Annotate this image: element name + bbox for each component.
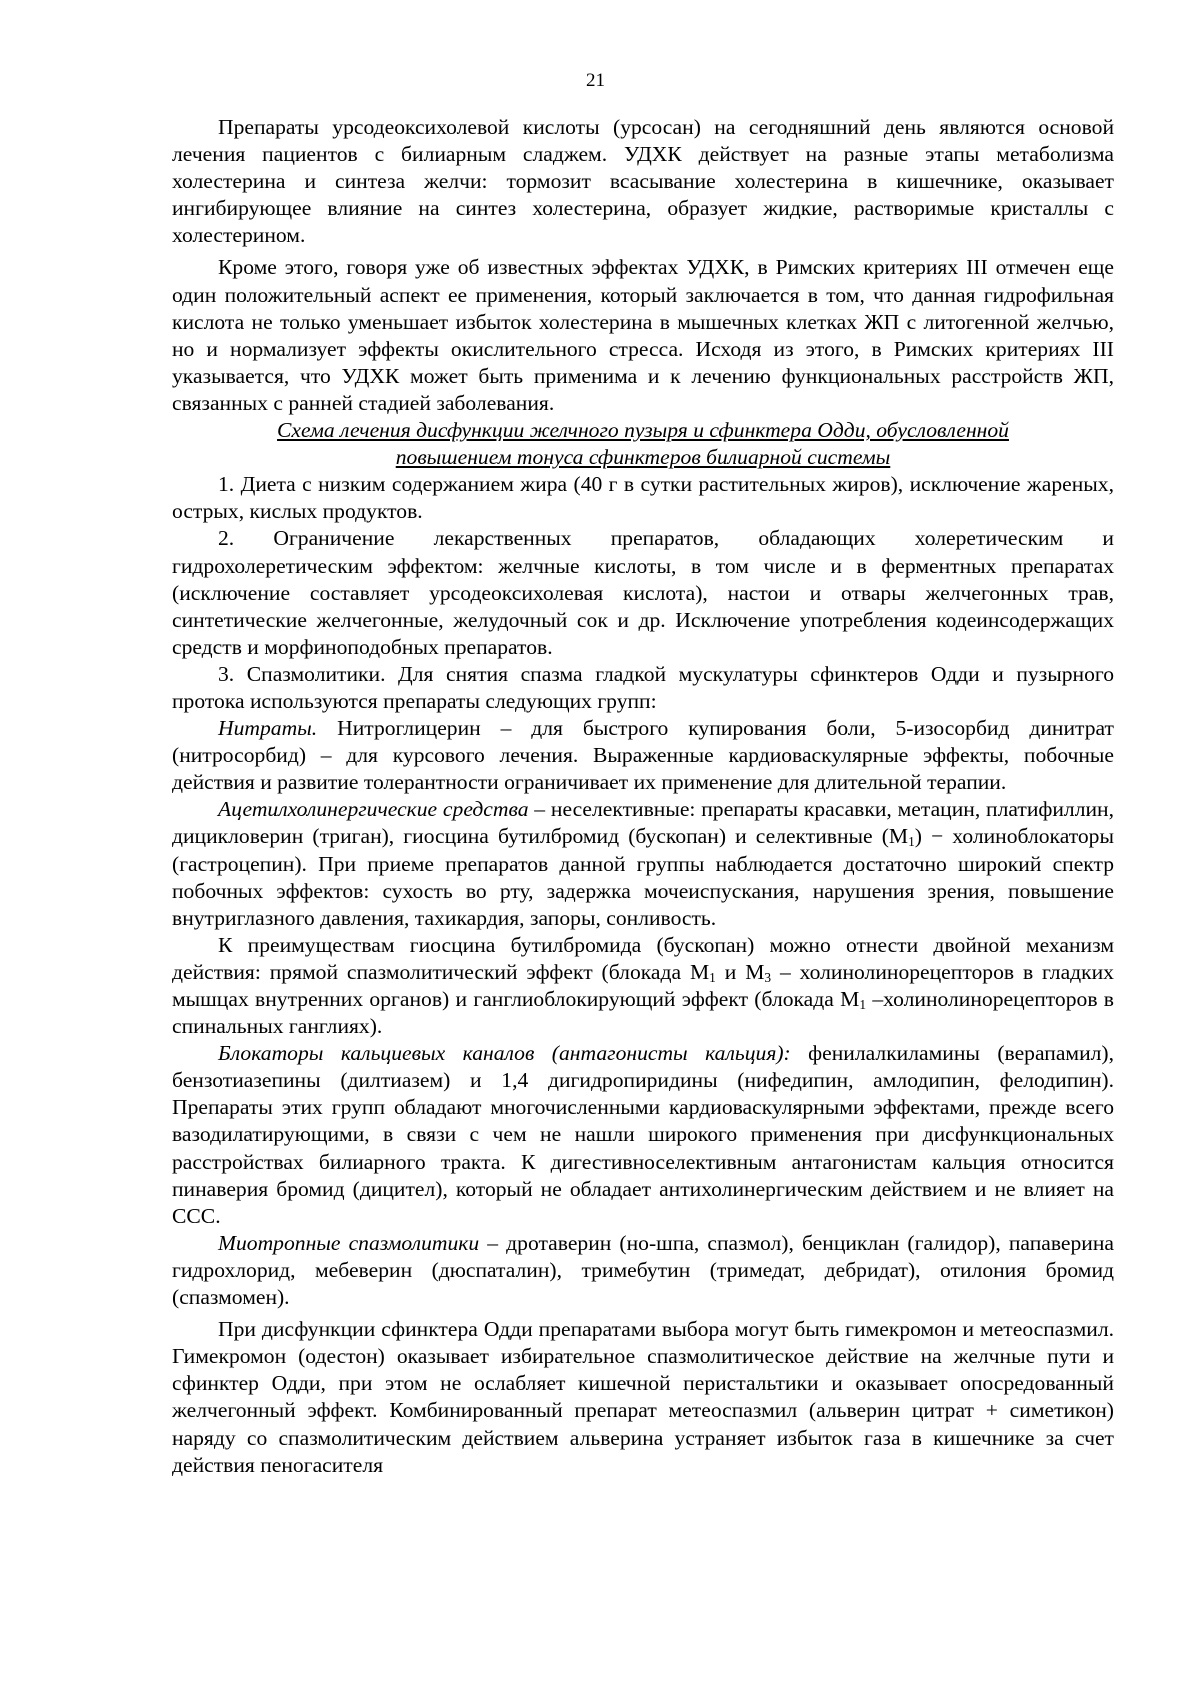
paragraph-ursodeoxycholic-acid: Препараты урсодеоксихолевой кислоты (урсосан) на сегодняшний день являются основой лечения пациентов с билиарным сладжем. УДХК действует на разные этапы метаболизма холестерина и синтеза желчи: тормозит всасывание холестерина в кишечнике, оказывает ингибирующее влияние на синтез холестерина, образует жидкие, растворимые кристаллы с холестерином. [172, 115, 1114, 248]
page-number: 21 [586, 70, 605, 91]
term-calcium-channel-blockers: Блокаторы кальциевых каналов (антагонисты кальция): [218, 1041, 791, 1066]
list-item-diet: 1. Диета с низким содержанием жира (40 г в сутки растительных жиров), исключение жареных, острых, кислых продуктов. [172, 472, 1114, 524]
paragraph-nitrates [172, 715, 1114, 796]
term-acetylcholinergic: Ацетилхолинергические средства [218, 797, 529, 822]
buscopan-text-d: –холинолинорецепторов в спинальных ганглиях). [172, 987, 1115, 1039]
paragraph-myotropic-spasmolytics [172, 1230, 1114, 1311]
paragraph-buscopan [172, 932, 1114, 1040]
myotropic-spasmolytics-text: – дротаверин (но-шпа, спазмол), бенциклан (галидор), папаверина гидрохлорид, мебеверин (дюспаталин), тримебутин (тримедат, дебридат), отилония бромид (спазмомен). [172, 1230, 1114, 1310]
acetylcholinergic-text-a: – неселективные: препараты красавки, метацин, платифиллин, дицикловерин (триган), гиосцина бутилбромид (бускопан) и селективные (М [172, 797, 1114, 849]
subscript: 1 [908, 834, 915, 850]
nitrates-text: Нитроглицерин – для быстрого купирования боли, 5-изосорбид динитрат (нитросорбид) – для курсового лечения. Выраженные кардиоваскулярные эффекты, побочные действия и развитие толерантности ограничивает их применение для длительной терапии. [172, 716, 1114, 795]
paragraph-acetylcholinergic [172, 796, 1114, 931]
paragraph-oddi-dysfunction: При дисфункции сфинктера Одди препаратами выбора могут быть гимекромон и метеоспазмил. Гимекромон (одестон) оказывает избирательное спазмолитическое действие на желчные пути и сфинктер Одди, при этом не ослабляет кишечной перистальтики и оказывает опосредованный желчегонный эффект. Комбинированный препарат метеоспазмил (альверин цитрат + симетикон) наряду со спазмолитическим действием альверина устраняет избыток газа в кишечнике за счет действия пеногасителя [172, 1317, 1114, 1477]
buscopan-text-b: и М [715, 959, 765, 984]
list-item-drug-restriction: 2. Ограничение лекарственных препаратов, обладающих холеретическим и гидрохолеретическим эффектом: желчные кислоты, в том числе и в ферментных препаратах (исключение составляет урсодеоксихолевая кислота), настои и отвары желчегонных трав, синтетические желчегонные, желудочный сок и др. Исключение употребления кодеинсодержащих средств и морфиноподобных препаратов. [172, 526, 1114, 659]
buscopan-text-a: К преимуществам гиосцина бутилбромида (бускопан) можно отнести двойной механизм действия: прямой спазмолитический эффект (блокада М [172, 932, 1114, 984]
subscript: 1 [859, 996, 867, 1012]
buscopan-text-c: – холинолинорецепторов в гладких мышцах внутренних органов) и ганглиоблокирующий эффект (блокада М [172, 959, 1114, 1011]
section-heading-line-2: повышением тонуса сфинктеров билиарной системы [395, 445, 891, 470]
subscript: 3 [764, 969, 772, 985]
section-heading [172, 417, 1114, 471]
term-nitrates: Нитраты. [218, 716, 318, 741]
section-heading-line-1: Схема лечения дисфункции желчного пузыря и сфинктера Одди, обусловленной [277, 418, 1009, 443]
paragraph-rome-criteria: Кроме этого, говоря уже об известных эффектах УДХК, в Римских критериях III отмечен еще один положительный аспект ее применения, который заключается в том, что данная гидрофильная кислота не только уменьшает избыток холестерина в мышечных клетках ЖП с литогенной желчью, но и нормализует эффекты окислительного стресса. Исходя из этого, в Римских критериях III указывается, что УДХК может быть применима и к лечению функциональных расстройств ЖП, связанных с ранней стадией заболевания. [172, 255, 1114, 415]
paragraph-calcium-channel-blockers [172, 1040, 1114, 1230]
calcium-channel-blockers-text: фенилалкиламины (верапамил), бензотиазепины (дилтиазем) и 1,4 дигидропиридины (нифедипин, амлодипин, фелодипин). Препараты этих групп обладают многочисленными кардиоваскулярными эффектами, прежде всего вазодилатирующими, в связи с чем не нашли широкого применения при дисфункциональных расстройствах билиарного тракта. К дигестивноселективным антагонистам кальция относится пинаверия бромид (дицител), который не обладает антихолинергическим действием и не влияет на ССС. [172, 1041, 1114, 1228]
subscript: 1 [709, 969, 716, 985]
acetylcholinergic-text-b: ) − холиноблокаторы (гастроцепин). При приеме препаратов данной группы наблюдается достаточно широкий спектр побочных эффектов: сухость во рту, задержка мочеиспускания, нарушения зрения, повышение внутриглазного давления, тахикардия, запоры, сонливость. [172, 824, 1114, 930]
term-myotropic-spasmolytics: Миотропные спазмолитики [218, 1230, 480, 1255]
list-item-spasmolytics: 3. Спазмолитики. Для снятия спазма гладкой мускулатуры сфинктеров Одди и пузырного протока используются препараты следующих групп: [172, 661, 1114, 713]
page-body [172, 114, 1114, 1479]
